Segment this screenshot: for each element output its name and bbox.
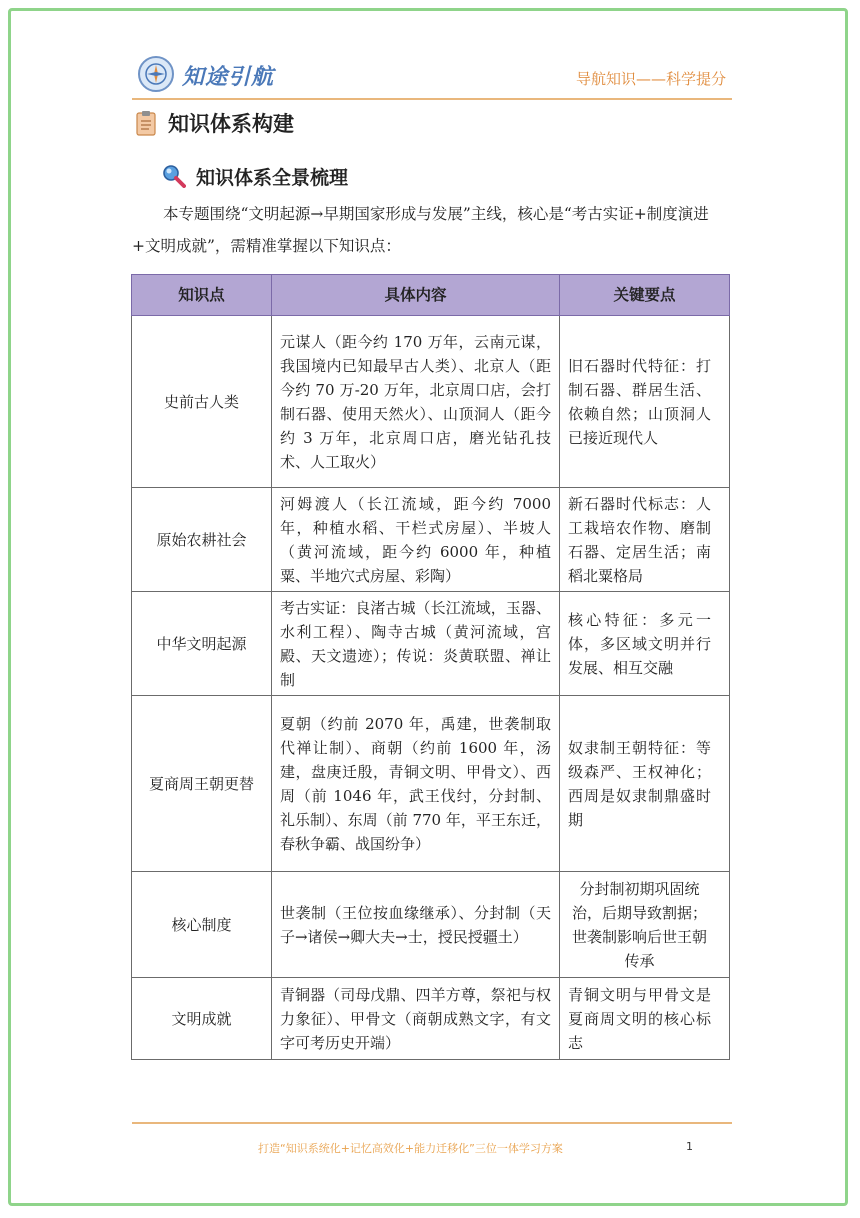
table-row [132,978,730,1060]
topic-cell: 中华文明起源 [132,592,272,696]
key-cell: 奴隶制王朝特征：等级森严、王权神化；西周是奴隶制鼎盛时期 [560,696,730,872]
topic-cell: 文明成就 [132,978,272,1060]
table-row [132,592,730,696]
topic-cell: 核心制度 [132,872,272,978]
table-row [132,316,730,488]
section-subtitle-text: 知识体系全景梳理 [196,166,349,189]
page-number: 1 [686,1140,693,1153]
compass-logo-icon [138,56,174,92]
header-content: 具体内容 [272,275,560,316]
content-cell: 夏朝（约前 2070 年，禹建，世袭制取代禅让制）、商朝（约前 1600 年，汤建，盘庚迁殷，青铜文明、甲骨文）、西周（前 1046 年，武王伐纣，分封制、礼乐制）、东周（前 770 年，平王东迁，春秋争霸、战国纷争） [272,696,560,872]
section-title [136,108,294,138]
magnifier-icon [162,164,186,188]
content-cell: 世袭制（王位按血缘继承）、分封制（天子→诸侯→卿大夫→士，授民授疆土） [272,872,560,978]
key-cell: 分封制初期巩固统治，后期导致割据；世袭制影响后世王朝传承 [560,872,730,978]
content-cell: 元谋人（距今约 170 万年，云南元谋，我国境内已知最早古人类）、北京人（距今约 70 万-20 万年，北京周口店，会打制石器、使用天然火）、山顶洞人（距今约 3 万年，北京周口店，磨光钻孔技术、人工取火） [272,316,560,488]
brand-name: 知途引航 [182,65,275,90]
table-row [132,872,730,978]
header-topic: 知识点 [132,275,272,316]
header-slogan: 导航知识——科学提分 [575,70,726,88]
section-subtitle [162,162,348,190]
key-cell: 旧石器时代特征：打制石器、群居生活、依赖自然；山顶洞人已接近现代人 [560,316,730,488]
page-header [132,52,732,100]
table-header-row [132,275,730,316]
intro-paragraph: 本专题围绕“文明起源→早期国家形成与发展”主线，核心是“考古实证+制度演进+文明成就”，需精准掌握以下知识点： [132,205,709,255]
key-cell: 核心特征：多元一体，多区域文明并行发展、相互交融 [560,592,730,696]
table-row [132,488,730,592]
topic-cell: 史前古人类 [132,316,272,488]
key-cell: 新石器时代标志：人工栽培农作物、磨制石器、定居生活；南稻北粟格局 [560,488,730,592]
clipboard-icon [136,110,156,136]
header-key: 关键要点 [560,275,730,316]
key-cell: 青铜文明与甲骨文是夏商周文明的核心标志 [560,978,730,1060]
topic-cell: 夏商周王朝更替 [132,696,272,872]
content-cell: 河姆渡人（长江流域，距今约 7000 年，种植水稻、干栏式房屋）、半坡人（黄河流域，距今约 6000 年，种植粟、半地穴式房屋、彩陶） [272,488,560,592]
topic-cell: 原始农耕社会 [132,488,272,592]
content-cell: 考古实证：良渚古城（长江流域，玉器、水利工程）、陶寺古城（黄河流域，宫殿、天文遗迹）；传说：炎黄联盟、禅让制 [272,592,560,696]
footer-slogan: 打造“知识系统化+记忆高效化+能力迁移化”三位一体学习方案 [258,1142,563,1155]
content-cell: 青铜器（司母戊鼎、四羊方尊，祭祀与权力象征）、甲骨文（商朝成熟文字，有文字可考历史开端） [272,978,560,1060]
table-row [132,696,730,872]
footer-divider [132,1122,732,1124]
section-title-text: 知识体系构建 [168,112,294,136]
knowledge-table [131,274,730,1060]
